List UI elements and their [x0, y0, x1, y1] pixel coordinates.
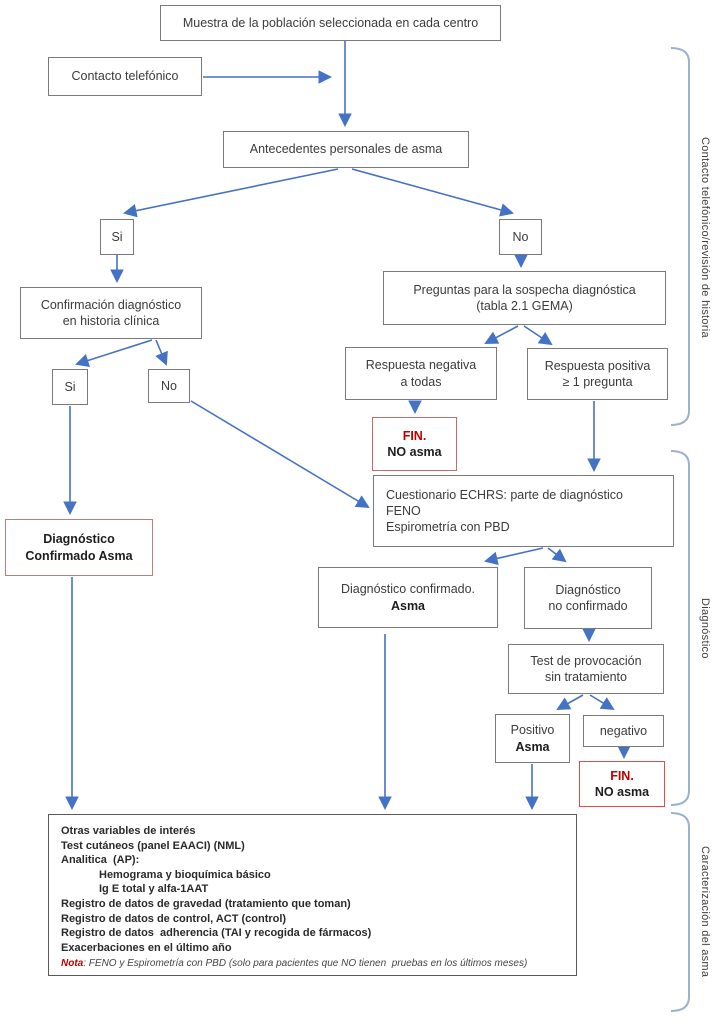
node-contacto-label: Contacto telefónico [71, 69, 179, 84]
caracterizacion-line: Exacerbaciones en el último año [61, 941, 232, 954]
caracterizacion-line: Registro de datos de control, ACT (control) [61, 912, 287, 925]
arrow-no2-to-echrs [191, 401, 368, 507]
caracterizacion-nota-text: : FENO y Espirometría con PBD (solo para pacientes que NO tienen pruebas en los últimos meses) [83, 958, 528, 970]
node-no2-label: No [161, 378, 177, 393]
node-diagnostico-confirmado-asma-line2: Confirmado Asma [25, 548, 133, 563]
node-preguntas [383, 271, 666, 325]
arrow-echrs-to-confirmado [486, 548, 543, 561]
node-diagnostico-confirmado-line2: Asma [390, 598, 426, 613]
caracterizacion-line: Registro de datos adherencia (TAI y recogida de fármacos) [61, 927, 372, 940]
node-positivo-line2: Asma [515, 739, 550, 754]
arrow-confirmacion-to-no2 [156, 340, 166, 364]
node-test-provocacion [508, 644, 664, 694]
node-preguntas-line1: Preguntas para la sospecha diagnóstica [413, 282, 636, 297]
node-confirmacion [20, 287, 202, 339]
node-antecedentes [223, 131, 469, 168]
node-antecedentes-label: Antecedentes personales de asma [249, 142, 443, 157]
node-fin1 [372, 417, 457, 471]
node-diagnostico-no-confirmado [524, 567, 652, 629]
node-muestra [160, 5, 501, 41]
node-si1-label: Si [111, 229, 123, 244]
node-echrs-line3: Espirometría con PBD [386, 520, 510, 535]
node-echrs [373, 475, 674, 547]
node-negativo [583, 715, 664, 747]
arrow-antecedentes-to-si1 [125, 169, 338, 213]
node-si2 [52, 369, 88, 405]
node-respuesta-negativa-line2: a todas [400, 374, 442, 389]
node-respuesta-negativa [345, 347, 497, 400]
caracterizacion-line: Analitica (AP): [61, 854, 140, 867]
caracterizacion-line: Hemograma y bioquímica básico [99, 868, 271, 881]
node-echrs-line2: FENO [386, 503, 421, 518]
node-positivo [495, 714, 570, 763]
node-test-provocacion-line1: Test de provocación [530, 653, 642, 668]
node-diagnostico-confirmado-asma-line1: Diagnóstico [43, 532, 115, 547]
arrow-preguntas-to-positiva [524, 326, 551, 344]
node-diagnostico-confirmado-asma [5, 519, 153, 576]
node-diagnostico-confirmado-line1: Diagnóstico confirmado. [340, 582, 476, 597]
node-fin2-line2: NO asma [594, 785, 650, 799]
node-respuesta-negativa-line1: Respuesta negativa [365, 358, 477, 373]
node-no1-label: No [512, 229, 529, 244]
bracket-caracterizacion [671, 813, 689, 1011]
node-confirmacion-line2: en historia clínica [62, 314, 160, 328]
caracterizacion-nota-label: Nota [61, 958, 84, 970]
node-respuesta-positiva [527, 348, 668, 400]
arrow-test-to-negativo [590, 695, 613, 709]
node-diagnostico-no-confirmado-line2: no confirmado [548, 599, 628, 613]
arrow-preguntas-to-negativa [486, 326, 518, 343]
caracterizacion-line: Ig E total y alfa-1AAT [99, 883, 209, 896]
bracket-label-diagnostico: Diagnóstico [699, 598, 711, 659]
caracterizacion-line: Registro de datos de gravedad (tratamiento que toman) [61, 897, 351, 910]
node-test-provocacion-line2: sin tratamiento [545, 670, 627, 684]
bracket-contacto-revision [671, 48, 689, 425]
node-diagnostico-confirmado [318, 567, 498, 628]
node-negativo-label: negativo [599, 723, 648, 738]
node-confirmacion-line1: Confirmación diagnóstico [40, 297, 182, 312]
arrow-echrs-to-no-confirmado [548, 548, 565, 561]
node-no1 [499, 219, 542, 255]
node-no2 [148, 369, 190, 403]
node-echrs-line1: Cuestionario ECHRS: parte de diagnóstico [386, 487, 623, 502]
node-respuesta-positiva-line1: Respuesta positiva [544, 358, 651, 373]
node-fin2 [579, 761, 665, 807]
bracket-label-contacto-revision: Contacto telefónico/revisión de historia [699, 137, 711, 338]
caracterizacion-line: Otras variables de interés [61, 825, 196, 837]
caracterizacion-line: Test cutáneos (panel EAACI) (NML) [61, 839, 245, 852]
node-si1 [100, 219, 134, 255]
node-positivo-line1: Positivo [510, 723, 555, 738]
node-fin1-line1: FIN. [402, 428, 427, 443]
arrow-confirmacion-to-si2 [77, 340, 152, 364]
node-contacto [48, 57, 202, 96]
node-preguntas-line2: (tabla 2.1 GEMA) [476, 299, 573, 313]
node-si2-label: Si [64, 379, 76, 394]
node-caracterizacion [48, 814, 577, 976]
node-diagnostico-no-confirmado-line1: Diagnóstico [555, 582, 621, 597]
node-fin1-line2: NO asma [387, 445, 442, 459]
caracterizacion-nota [61, 956, 527, 971]
node-respuesta-positiva-line2: ≥ 1 pregunta [562, 375, 633, 389]
arrow-test-to-positivo [558, 695, 583, 709]
arrow-antecedentes-to-no1 [352, 169, 512, 213]
bracket-label-caracterizacion: Caracterización del asma [699, 846, 711, 978]
node-muestra-label: Muestra de la población seleccionada en cada centro [182, 15, 479, 30]
node-fin2-line1: FIN. [610, 768, 634, 783]
